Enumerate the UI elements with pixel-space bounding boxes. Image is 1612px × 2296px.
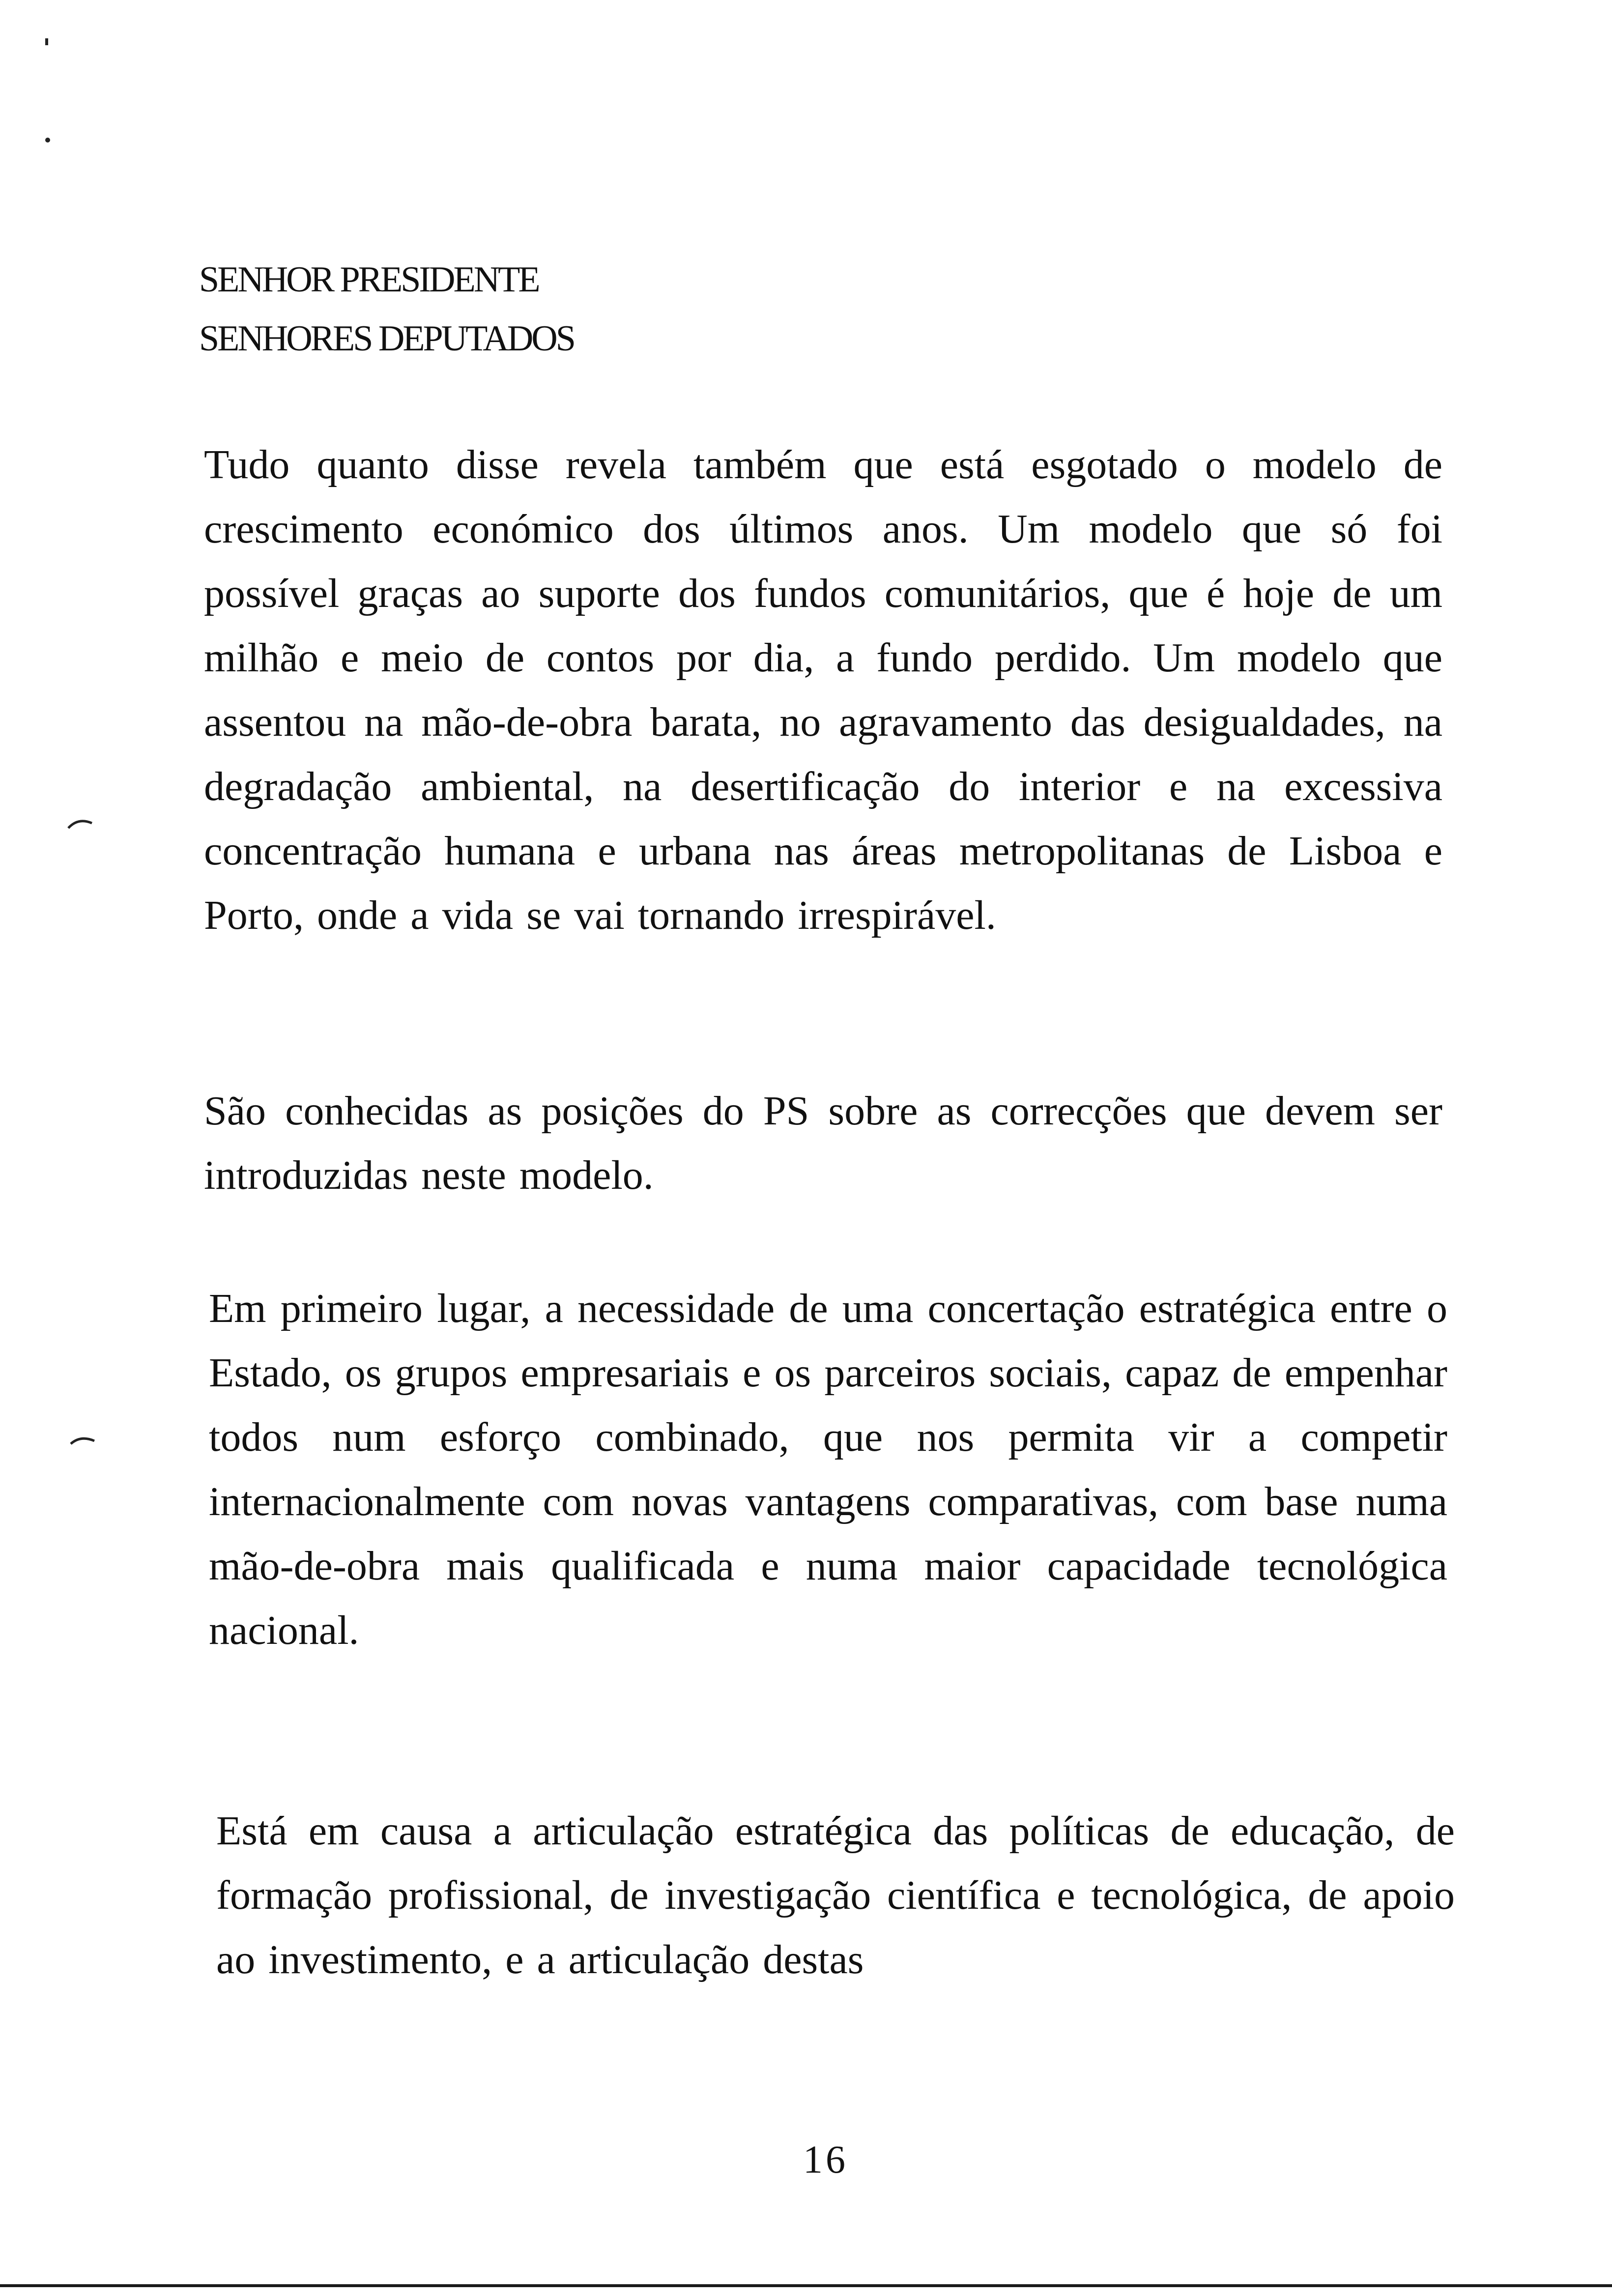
paragraph-1: Tudo quanto disse revela também que está esgotado o modelo de crescimento económico dos últimos anos. Um modelo que só foi possível graças ao suporte dos fundos comunitários, que é hoje de um milhão e meio de contos por dia, a fundo perdido. Um modelo que assentou na mão-de-obra barata, no agravamento das desigualdades, na degradação ambiental, na desertificação do interior e na excessiva concentração humana e urbana nas áreas metropolitanas de Lisboa e Porto, onde a vida se vai tornando irrespirável. — [204, 442, 1442, 938]
paragraph-2: São conhecidas as posições do PS sobre as correcções que devem ser introduzidas neste modelo. — [204, 1088, 1442, 1198]
bottom-rule — [0, 2284, 1612, 2287]
salutation-deputies: SENHORES DEPUTADOS — [199, 318, 574, 359]
scan-dot — [45, 38, 48, 45]
scan-dot — [45, 138, 50, 143]
margin-mark — [66, 813, 96, 833]
page-number: 16 — [803, 2138, 848, 2181]
margin-mark — [69, 1430, 98, 1450]
paragraph-4: Está em causa a articulação estratégica das políticas de educação, de formação profissional, de investigação científica e tecnológica, de apoio ao investimento, e a articulação destas — [216, 1808, 1455, 1982]
salutation-president: SENHOR PRESIDENTE — [199, 259, 539, 300]
paragraph-3: Em primeiro lugar, a necessidade de uma concertação estratégica entre o Estado, os grupos empresariais e os parceiros sociais, capaz de empenhar todos num esforço combinado, que nos permita vir a competir internacionalmente com novas vantagens comparativas, com base numa mão-de-obra mais qualificada e numa maior capacidade tecnológica nacional. — [209, 1286, 1447, 1653]
